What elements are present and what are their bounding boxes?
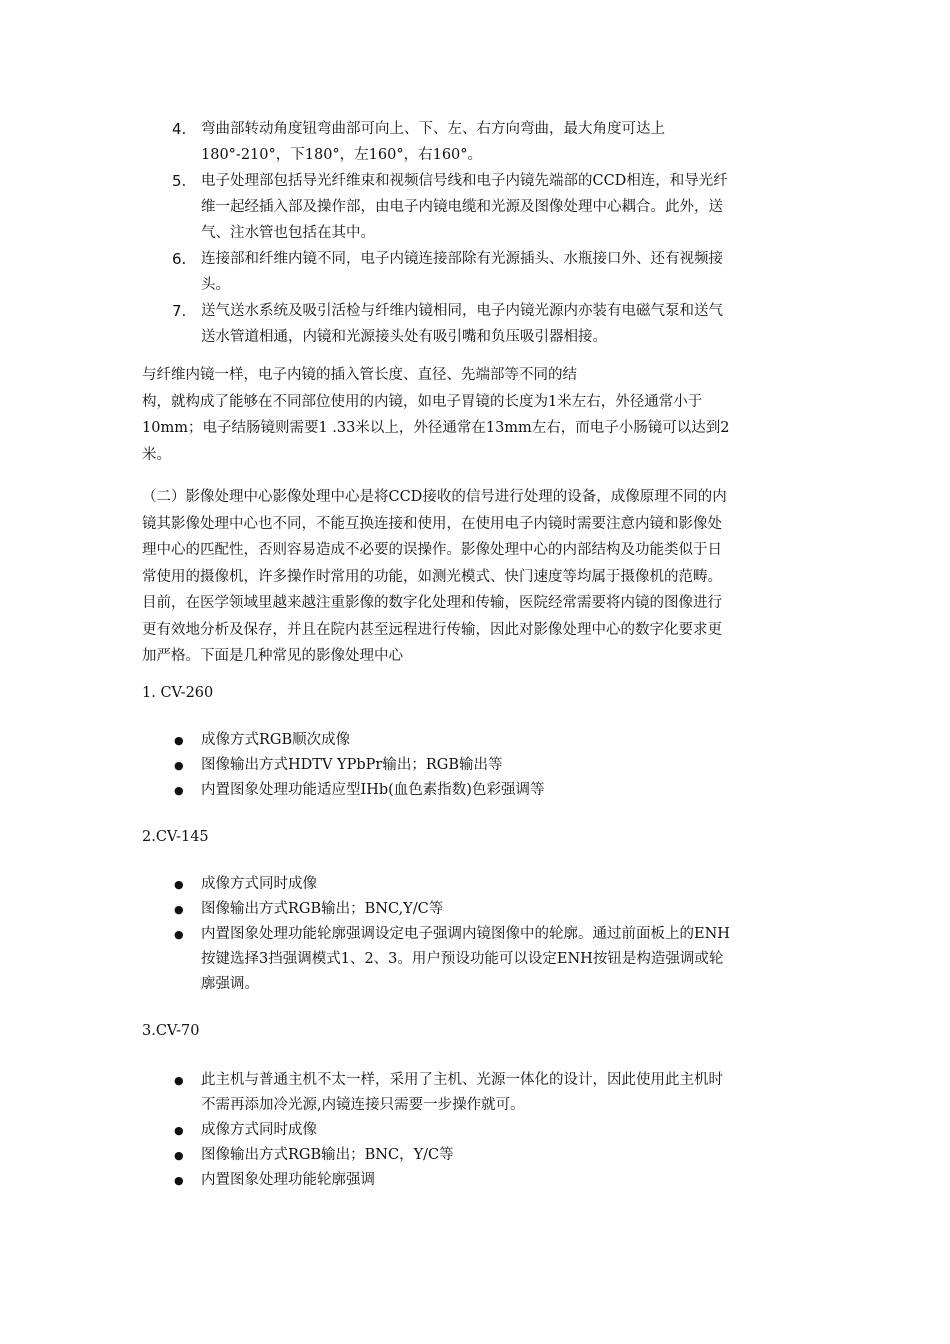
list-number: 4. <box>172 120 187 138</box>
numbered-list <box>172 116 812 350</box>
list-text: 连接部和纤维内镜不同，电子内镜连接部除有光源插头、水瓶接口外、还有视频接 头。 <box>201 251 723 293</box>
bullet-icon: ● <box>174 1124 184 1137</box>
bullet-icon: ● <box>174 878 184 891</box>
list-item <box>172 298 812 350</box>
bullet-text: 成像方式同时成像 <box>201 1122 317 1138</box>
bullet-text: 图像输出方式HDTV YPbPr输出；RGB输出等 <box>201 757 503 773</box>
bullet-list-cv70 <box>172 1068 812 1193</box>
list-text: 送气送水系统及吸引活检与纤维内镜相同，电子内镜光源内亦装有电磁气泵和送气 送水管道相通，内镜和光源接头处有吸引嘴和负压吸引器相接。 <box>201 303 723 345</box>
bullet-text: 内置图象处理功能适应型IHb(血色素指数)色彩强调等 <box>201 782 545 798</box>
list-number: 5. <box>172 172 187 190</box>
list-text: 电子处理部包括导光纤维束和视频信号线和电子内镜先端部的CCD相连，和导光纤 维一起经插入部及操作部，由电子内镜电缆和光源及图像处理中心耦合。此外，送 气、注水管也包括在其中。 <box>201 173 728 241</box>
bullet-icon: ● <box>174 1149 184 1162</box>
list-item <box>172 1143 812 1168</box>
bullet-text: 内置图象处理功能轮廓强调 <box>201 1172 375 1188</box>
list-item <box>172 778 812 803</box>
bullet-icon: ● <box>174 928 184 941</box>
list-item <box>172 922 812 997</box>
bullet-icon: ● <box>174 784 184 797</box>
bullet-text: 内置图象处理功能轮廓强调设定电子强调内镜图像中的轮廓。通过前面板上的ENH 按键选择3挡强调模式1、2、3。用户预设功能可以设定ENH按钮是构造强调或轮 廓强调。 <box>201 926 730 992</box>
list-item <box>172 1168 812 1193</box>
bullet-icon: ● <box>174 903 184 916</box>
list-number: 6. <box>172 250 187 268</box>
section-heading-cv260: 1. CV-260 <box>142 685 214 701</box>
bullet-icon: ● <box>174 1174 184 1187</box>
list-item <box>172 753 812 778</box>
list-item <box>172 728 812 753</box>
bullet-text: 图像输出方式RGB输出；BNC,Y/C等 <box>201 901 444 917</box>
section-heading-cv70: 3.CV-70 <box>142 1023 200 1039</box>
list-item <box>172 1118 812 1143</box>
bullet-text: 成像方式RGB顺次成像 <box>201 732 351 748</box>
bullet-list-cv145 <box>172 872 812 997</box>
list-item <box>172 116 812 168</box>
bullet-icon: ● <box>174 759 184 772</box>
list-text: 弯曲部转动角度钮弯曲部可向上、下、左、右方向弯曲，最大角度可达上 180°-210°，下180°，左160°，右160°。 <box>201 121 665 163</box>
list-item <box>172 897 812 922</box>
bullet-text: 成像方式同时成像 <box>201 876 317 892</box>
bullet-icon: ● <box>174 734 184 747</box>
list-item <box>172 872 812 897</box>
list-item <box>172 168 812 246</box>
bullet-text: 此主机与普通主机不太一样，采用了主机、光源一体化的设计，因此使用此主机时 不需再添加冷光源,内镜连接只需要一步操作就可。 <box>201 1072 723 1113</box>
paragraph-insertion-tube: 与纤维内镜一样，电子内镜的插入管长度、直径、先端部等不同的结 构，就构成了能够在不同部位使用的内镜，如电子胃镜的长度为1米左右，外径通常小于 10mm；电子结肠镜则需要1 .33米以上，外径通常在13mm左右，而电子小肠镜可以达到2 米。 <box>142 367 730 463</box>
section-heading-cv145: 2.CV-145 <box>142 829 209 845</box>
list-item <box>172 1068 812 1118</box>
list-number: 7. <box>172 302 187 320</box>
bullet-list-cv260 <box>172 728 812 803</box>
list-item <box>172 246 812 298</box>
bullet-text: 图像输出方式RGB输出；BNC，Y/C等 <box>201 1147 454 1163</box>
paragraph-image-processing-center: （二）影像处理中心影像处理中心是将CCD接收的信号进行处理的设备，成像原理不同的内 镜其影像处理中心也不同，不能互换连接和使用，在使用电子内镜时需要注意内镜和影像处 理中心的匹配性，否则容易造成不必要的误操作。影像处理中心的内部结构及功能类似于日 常使用的摄像机，许多操作时常用的功能，如测光模式、快门速度等均属于摄像机的范畴。 目前，在医学领域里越来越注重影像的数字化处理和传输，医院经常需要将内镜的图像进行 更有效地分析及保存，并且在院内甚至远程进行传输，因此对影像处理中心的数字化要求更 加严格。下面是几种常见的影像处理中心 <box>142 489 727 664</box>
bullet-icon: ● <box>174 1074 184 1087</box>
